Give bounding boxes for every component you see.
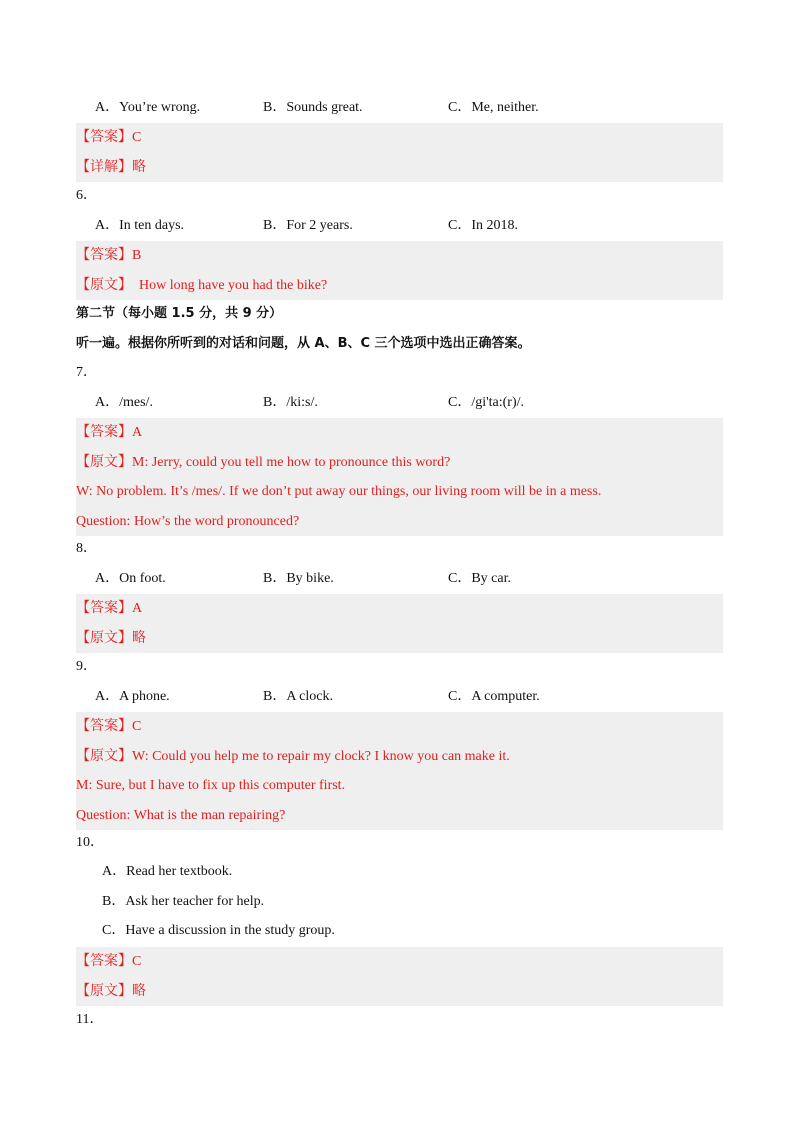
q5-option-b: B．Sounds great. — [263, 100, 363, 115]
q9-answer-box — [76, 712, 723, 830]
q6-answer-row — [76, 241, 723, 271]
answer-tag: 【答案】 — [76, 601, 132, 616]
q6-number: 6． — [76, 188, 97, 203]
source-tag: 【原文】 — [76, 748, 132, 764]
q7-options — [95, 389, 715, 417]
section2-instruction: 听一遍。根据你所听到的对话和问题，从 A、B、C 三个选项中选出正确答案。 — [76, 336, 531, 351]
q6-source-row — [76, 271, 723, 301]
answer-tag: 【答案】 — [76, 248, 132, 263]
answer-tag: 【答案】 — [76, 130, 132, 145]
answer-tag: 【答案】 — [76, 954, 132, 969]
q6-source: How long have you had the bike? — [132, 277, 328, 293]
q7-source-row-1 — [76, 448, 723, 478]
q10-option-a: A．Read her textbook. — [102, 864, 233, 879]
q5-explain: 略 — [132, 159, 146, 175]
q10-source: 略 — [132, 983, 146, 999]
explain-tag: 【详解】 — [76, 159, 132, 175]
q11-number: 11． — [76, 1012, 104, 1027]
q7-source-row-2: W: No problem. It’s /mes/. If we don’t put away our things, our living room will be in a mess. — [76, 484, 602, 499]
q10-answer-row — [76, 947, 723, 977]
q7-number: 7． — [76, 365, 97, 380]
q5-answer-row — [76, 123, 723, 153]
q7-answer-row — [76, 418, 723, 448]
q6-answer: B — [132, 248, 142, 263]
q8-option-c: C．By car. — [448, 571, 511, 586]
q5-option-c: C．Me, neither. — [448, 100, 539, 115]
q7-source-1: M: Jerry, could you tell me how to pronounce this word? — [132, 454, 451, 470]
q8-option-b: B．By bike. — [263, 571, 334, 586]
section2-title: 第二节（每小题 1.5 分，共 9 分） — [76, 306, 283, 321]
q7-answer: A — [132, 425, 143, 440]
source-tag: 【原文】 — [76, 630, 132, 646]
q8-answer: A — [132, 601, 143, 616]
q7-option-c: C．/gi'ta:(r)/. — [448, 395, 525, 410]
q9-option-c: C．A computer. — [448, 689, 540, 704]
q9-option-a: A．A phone. — [95, 689, 170, 704]
q10-option-b: B．Ask her teacher for help. — [102, 894, 265, 909]
answer-tag: 【答案】 — [76, 719, 132, 734]
q8-options — [95, 565, 715, 593]
q9-option-b: B．A clock. — [263, 689, 333, 704]
q6-answer-box — [76, 241, 723, 300]
q10-option-c: C．Have a discussion in the study group. — [102, 923, 335, 938]
q10-answer: C — [132, 954, 142, 969]
q5-answer-box — [76, 123, 723, 182]
q8-number: 8． — [76, 541, 97, 556]
q9-answer-row — [76, 712, 723, 742]
q9-options — [95, 683, 715, 711]
q8-answer-box — [76, 594, 723, 653]
q9-source-row-3: Question: What is the man repairing? — [76, 807, 286, 823]
q5-options — [95, 94, 715, 122]
q8-source: 略 — [132, 630, 146, 646]
q9-source-row-1 — [76, 742, 723, 772]
q6-option-c: C．In 2018. — [448, 218, 518, 233]
q5-explain-row — [76, 153, 723, 183]
q10-source-row — [76, 977, 723, 1007]
source-tag: 【原文】 — [76, 983, 132, 999]
q10-number: 10． — [76, 835, 104, 850]
q7-answer-box — [76, 418, 723, 536]
q9-source-row-2: M: Sure, but I have to fix up this computer first. — [76, 778, 346, 793]
answer-tag: 【答案】 — [76, 425, 132, 440]
q8-option-a: A．On foot. — [95, 571, 166, 586]
q8-source-row — [76, 624, 723, 654]
q5-option-a: A．You’re wrong. — [95, 100, 201, 115]
q7-source-row-3: Question: How’s the word pronounced? — [76, 513, 300, 529]
source-tag: 【原文】 — [76, 277, 132, 293]
q9-answer: C — [132, 719, 142, 734]
q9-number: 9． — [76, 659, 97, 674]
q6-option-b: B．For 2 years. — [263, 218, 353, 233]
q8-answer-row — [76, 594, 723, 624]
q10-answer-box — [76, 947, 723, 1006]
q6-options — [95, 212, 715, 240]
q7-option-b: B．/ki:s/. — [263, 395, 318, 410]
q6-option-a: A．In ten days. — [95, 218, 185, 233]
q9-source-1: W: Could you help me to repair my clock? I know you can make it. — [132, 748, 510, 764]
q5-answer: C — [132, 130, 142, 145]
source-tag: 【原文】 — [76, 454, 132, 470]
q7-option-a: A．/mes/. — [95, 395, 153, 410]
